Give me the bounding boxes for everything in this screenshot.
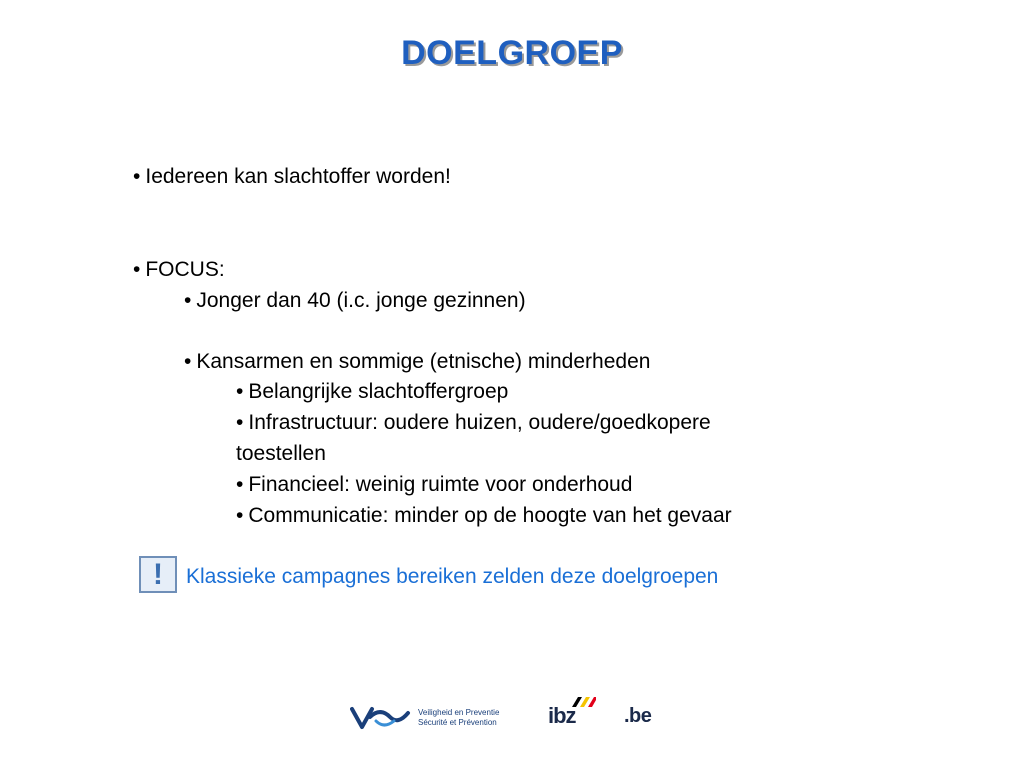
vep-line-1: Veiligheid en Preventie xyxy=(418,708,500,717)
exclamation-icon xyxy=(139,556,177,593)
bullet-text: Kansarmen en sommige (etnische) minderheden xyxy=(196,350,651,373)
callout-text: Klassieke campagnes bereiken zelden deze doelgroepen xyxy=(186,565,719,588)
sub-sub-bullet-item xyxy=(236,503,732,529)
sub-sub-bullet-item xyxy=(236,472,632,498)
bullet-item xyxy=(133,257,225,283)
bullet-continuation xyxy=(236,441,326,467)
bullet-dot: • xyxy=(133,258,141,281)
bullet-text: FOCUS: xyxy=(145,258,225,281)
bullet-text: Communicatie: minder op de hoogte van het gevaar xyxy=(248,504,732,527)
sub-sub-bullet-item xyxy=(236,410,711,436)
logo-veiligheid-preventie xyxy=(350,699,535,735)
bullet-text: Financieel: weinig ruimte voor onderhoud xyxy=(248,473,633,496)
bullet-text: toestellen xyxy=(236,442,326,465)
bullet-dot: • xyxy=(236,504,244,527)
bullet-dot: • xyxy=(184,289,192,312)
footer-logos xyxy=(350,697,670,737)
bullet-text: Belangrijke slachtoffergroep xyxy=(248,380,509,403)
logo-ibz: ibz xyxy=(548,703,576,728)
vep-line-2: Sécurité et Prévention xyxy=(418,718,497,727)
bullet-dot: • xyxy=(236,380,244,403)
bullet-text: Infrastructuur: oudere huizen, oudere/goedkopere xyxy=(248,411,711,434)
sub-sub-bullet-item xyxy=(236,379,508,405)
exclamation-mark: ! xyxy=(153,557,163,591)
logo-be: .be xyxy=(624,705,652,727)
sub-bullet-item xyxy=(184,349,650,375)
bullet-item xyxy=(133,164,451,190)
bullet-text: Iedereen kan slachtoffer worden! xyxy=(145,165,451,188)
bullet-dot: • xyxy=(236,411,244,434)
bullet-dot: • xyxy=(184,350,192,373)
sub-bullet-item xyxy=(184,288,526,314)
bullet-dot: • xyxy=(236,473,244,496)
bullet-text: Jonger dan 40 (i.c. jonge gezinnen) xyxy=(196,289,526,312)
slide-title: DOELGROEP xyxy=(401,34,623,72)
bullet-dot: • xyxy=(133,165,141,188)
vep-logo-icon xyxy=(350,699,414,735)
